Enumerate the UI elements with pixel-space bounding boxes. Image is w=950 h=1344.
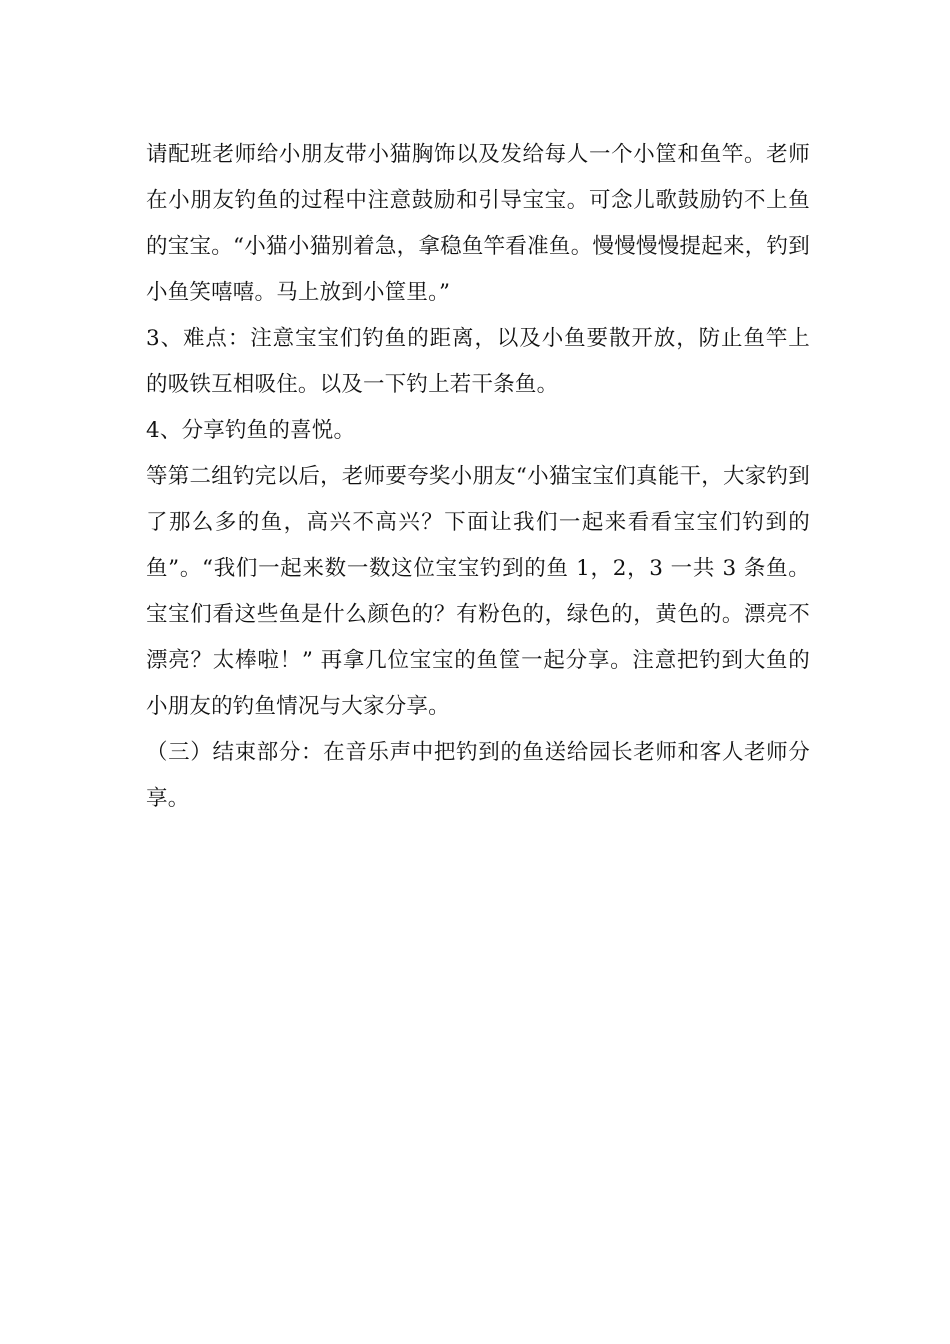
document-page: [146, 132, 810, 822]
paragraph-share-heading: 4、分享钓鱼的喜悦。: [146, 418, 356, 443]
paragraph-share-details: 等第二组钓完以后，老师要夸奖小朋友“小猫宝宝们真能干，大家钓到了那么多的鱼，高兴不高兴？下面让我们一起来看看宝宝们钓到的鱼”。“我们一起来数一数这位宝宝钓到的鱼 1，2，3 一共 3 条鱼。宝宝们看这些鱼是什么颜色的？有粉色的，绿色的，黄色的。漂亮不漂亮？太棒啦！” 再拿几位宝宝的鱼筐一起分享。注意把钓到大鱼的小朋友的钓鱼情况与大家分享。: [146, 464, 810, 719]
paragraph-instructions: 请配班老师给小朋友带小猫胸饰以及发给每人一个小筐和鱼竿。老师在小朋友钓鱼的过程中注意鼓励和引导宝宝。可念儿歌鼓励钓不上鱼的宝宝。“小猫小猫别着急，拿稳鱼竿看准鱼。慢慢慢慢提起来，钓到小鱼笑嘻嘻。马上放到小筐里。”: [146, 142, 810, 305]
paragraph-ending: （三）结束部分：在音乐声中把钓到的鱼送给园长老师和客人老师分享。: [146, 740, 810, 811]
paragraph-difficulty: 3、难点：注意宝宝们钓鱼的距离，以及小鱼要散开放，防止鱼竿上的吸铁互相吸住。以及一下钓上若干条鱼。: [146, 326, 810, 397]
